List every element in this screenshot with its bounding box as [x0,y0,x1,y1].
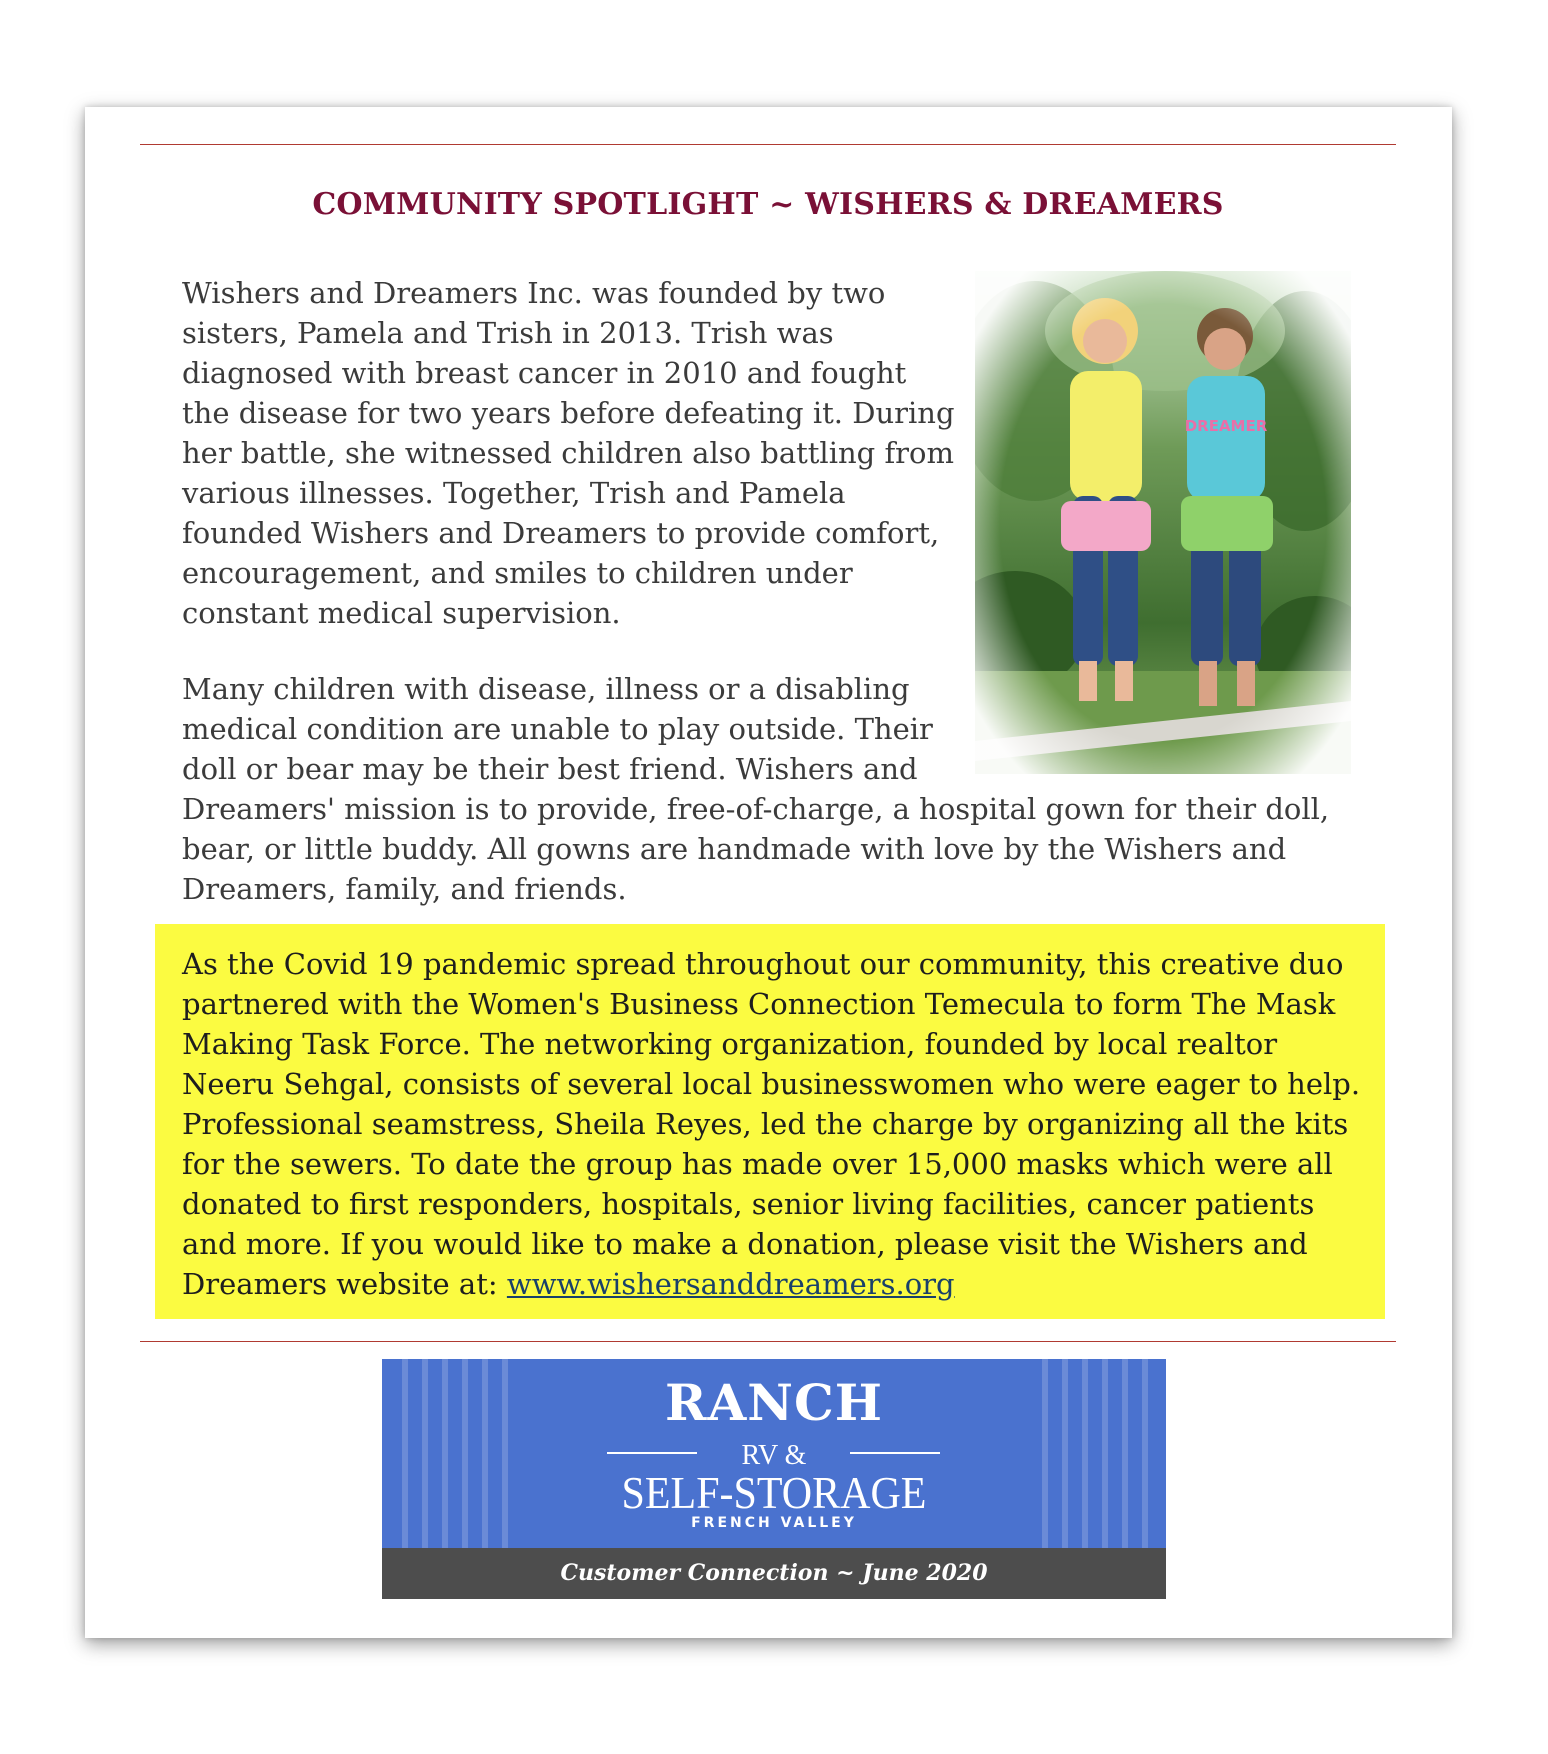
covid-line: Making Task Force. The networking organization, founded by local realtor [182,1027,1278,1061]
covid-line: donated to first responders, hospitals, senior living facilities, cancer patients [182,1187,1315,1221]
paragraph-mission-line: medical condition are unable to play outside. Their [182,712,933,746]
paragraph-mission-line: Dreamers, family, and friends. [182,872,627,906]
website-prefix: Dreamers website at: [182,1267,507,1301]
logo-rv-text: RV & [741,1440,807,1471]
covid-highlight-box [155,924,1385,1319]
paragraph-mission-line: doll or bear may be their best friend. Wishers and [182,752,918,786]
covid-paragraph [182,944,1382,1304]
section-headline: COMMUNITY SPOTLIGHT ~ WISHERS & DREAMERS [312,187,1224,222]
website-link[interactable]: www.wishersanddreamers.org [506,1267,955,1301]
covid-line: and more. If you would like to make a donation, please visit the Wishers and [182,1227,1308,1261]
top-divider [140,144,1396,145]
logo-french-valley-text: FRENCH VALLEY [691,1515,857,1531]
paragraph-mission-line: Many children with disease, illness or a disabling [182,672,910,706]
banner-caption: Customer Connection ~ June 2020 [382,1548,1166,1599]
covid-line: for the sewers. To date the group has made over 15,000 masks which were all [182,1147,1333,1181]
newsletter-card [85,107,1452,1638]
paragraph-mission [182,669,1392,909]
paragraph-mission-line: Dreamers' mission is to provide, free-of-charge, a hospital gown for their doll, [182,792,1330,826]
covid-line-last [182,1264,1382,1304]
covid-line: partnered with the Women's Business Connection Temecula to form The Mask [182,987,1336,1021]
ranch-storage-banner[interactable] [382,1359,1166,1599]
paragraph-founding: Wishers and Dreamers Inc. was founded by two sisters, Pamela and Trish in 2013. Trish was diagnosed with breast cancer in 2010 and fought the disease for two years before defeating it. During her battle, she witnessed children also battling from various illnesses. Together, Trish and Pamela founded Wishers and Dreamers to provide comfort, encouragement, and smiles to children under constant medical supervision. [182,276,955,630]
covid-line: Neeru Sehgal, consists of several local businesswomen who were eager to help. [182,1067,1361,1101]
paragraph-mission-line: bear, or little buddy. All gowns are handmade with love by the Wishers and [182,832,1287,866]
covid-line: Professional seamstress, Sheila Reyes, led the charge by organizing all the kits [182,1107,1349,1141]
logo-self-storage-text: SELF-STORAGE [621,1469,927,1519]
logo-ranch-text: RANCH [664,1373,884,1432]
covid-line: As the Covid 19 pandemic spread throughout our community, this creative duo [182,947,1344,981]
banner-logo-area [382,1359,1166,1548]
bottom-divider [140,1341,1396,1342]
